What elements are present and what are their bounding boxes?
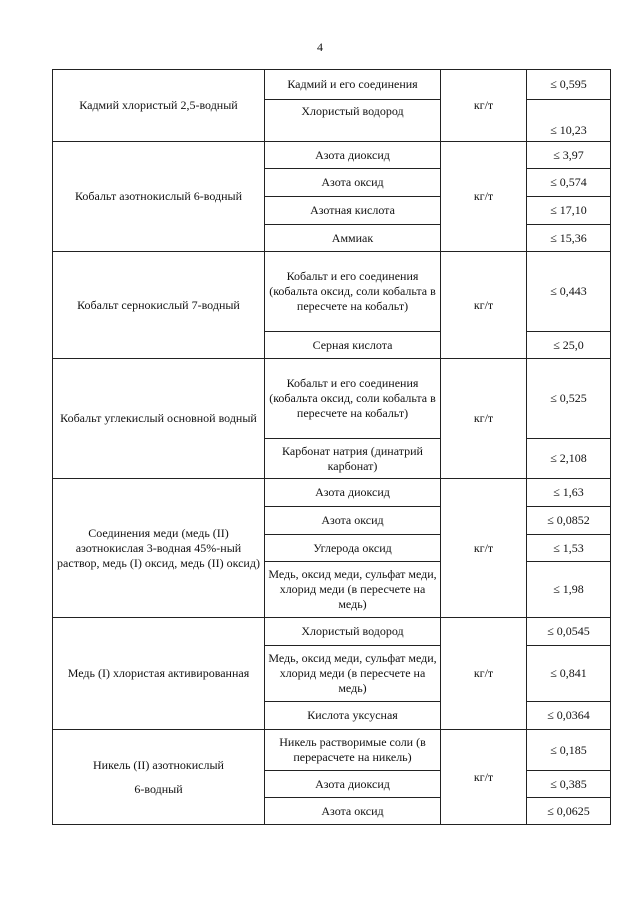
substance-line: 6-водный — [134, 782, 183, 796]
table-row — [53, 359, 611, 439]
substance-cell: Кобальт азотнокислый 6-водный — [53, 142, 265, 252]
value-cell: ≤ 0,0545 — [527, 618, 611, 646]
value-cell: ≤ 15,36 — [527, 225, 611, 252]
emissions-table — [52, 69, 611, 825]
unit-cell: кг/т — [441, 618, 527, 730]
substance-cell: Кобальт углекислый основной водный — [53, 359, 265, 479]
unit-cell: кг/т — [441, 730, 527, 825]
pollutant-cell: Азотная кислота — [265, 197, 441, 225]
value-cell: ≤ 0,574 — [527, 169, 611, 197]
pollutant-cell: Азота оксид — [265, 798, 441, 825]
pollutant-cell: Кобальт и его соединения (кобальта оксид, соли кобальта в пересчете на кобальт) — [265, 359, 441, 439]
pollutant-cell: Кислота уксусная — [265, 702, 441, 730]
page-number: 4 — [317, 40, 323, 54]
value-cell: ≤ 0,525 — [527, 359, 611, 439]
value-cell: ≤ 0,443 — [527, 252, 611, 332]
value-cell: ≤ 0,0625 — [527, 798, 611, 825]
pollutant-cell: Азота диоксид — [265, 479, 441, 507]
pollutant-cell: Углерода оксид — [265, 535, 441, 562]
value-cell: ≤ 1,63 — [527, 479, 611, 507]
value-cell: ≤ 0,385 — [527, 771, 611, 798]
substance-cell — [53, 730, 265, 825]
table-row — [53, 252, 611, 332]
substance-line: Никель (II) азотнокислый — [93, 758, 224, 772]
table-row — [53, 618, 611, 646]
value-cell: ≤ 17,10 — [527, 197, 611, 225]
table-row — [53, 730, 611, 771]
pollutant-cell: Хлористый водород — [265, 100, 441, 142]
unit-cell: кг/т — [441, 359, 527, 479]
substance-cell: Кобальт сернокислый 7-водный — [53, 252, 265, 359]
value-cell: ≤ 1,53 — [527, 535, 611, 562]
value-cell: ≤ 0,0852 — [527, 507, 611, 535]
value-cell: ≤ 3,97 — [527, 142, 611, 169]
value-cell: ≤ 0,595 — [527, 70, 611, 100]
value-cell: ≤ 0,841 — [527, 646, 611, 702]
pollutant-cell: Кобальт и его соединения (кобальта оксид, соли кобальта в пересчете на кобальт) — [265, 252, 441, 332]
table-row — [53, 479, 611, 507]
unit-cell: кг/т — [441, 252, 527, 359]
unit-cell: кг/т — [441, 142, 527, 252]
pollutant-cell: Медь, оксид меди, сульфат меди, хлорид меди (в пересчете на медь) — [265, 646, 441, 702]
value-cell: ≤ 2,108 — [527, 439, 611, 479]
value-cell: ≤ 10,23 — [527, 100, 611, 142]
pollutant-cell: Никель растворимые соли (в перерасчете на никель) — [265, 730, 441, 771]
pollutant-cell: Серная кислота — [265, 332, 441, 359]
unit-cell: кг/т — [441, 479, 527, 618]
pollutant-cell: Аммиак — [265, 225, 441, 252]
pollutant-cell: Азота оксид — [265, 507, 441, 535]
pollutant-cell: Карбонат натрия (динатрий карбонат) — [265, 439, 441, 479]
value-cell: ≤ 0,185 — [527, 730, 611, 771]
pollutant-cell: Кадмий и его соединения — [265, 70, 441, 100]
unit-cell: кг/т — [441, 70, 527, 142]
value-cell: ≤ 25,0 — [527, 332, 611, 359]
pollutant-cell: Азота диоксид — [265, 771, 441, 798]
substance-cell: Соединения меди (медь (II) азотнокислая 3-водная 45%-ный раствор, медь (I) оксид, медь (II) оксид) — [53, 479, 265, 618]
substance-cell: Кадмий хлористый 2,5-водный — [53, 70, 265, 142]
pollutant-cell: Азота оксид — [265, 169, 441, 197]
table-row — [53, 142, 611, 169]
pollutant-cell: Азота диоксид — [265, 142, 441, 169]
table-row — [53, 70, 611, 100]
value-cell: ≤ 0,0364 — [527, 702, 611, 730]
substance-cell: Медь (I) хлористая активированная — [53, 618, 265, 730]
pollutant-cell: Хлористый водород — [265, 618, 441, 646]
pollutant-cell: Медь, оксид меди, сульфат меди, хлорид меди (в пересчете на медь) — [265, 562, 441, 618]
value-cell: ≤ 1,98 — [527, 562, 611, 618]
